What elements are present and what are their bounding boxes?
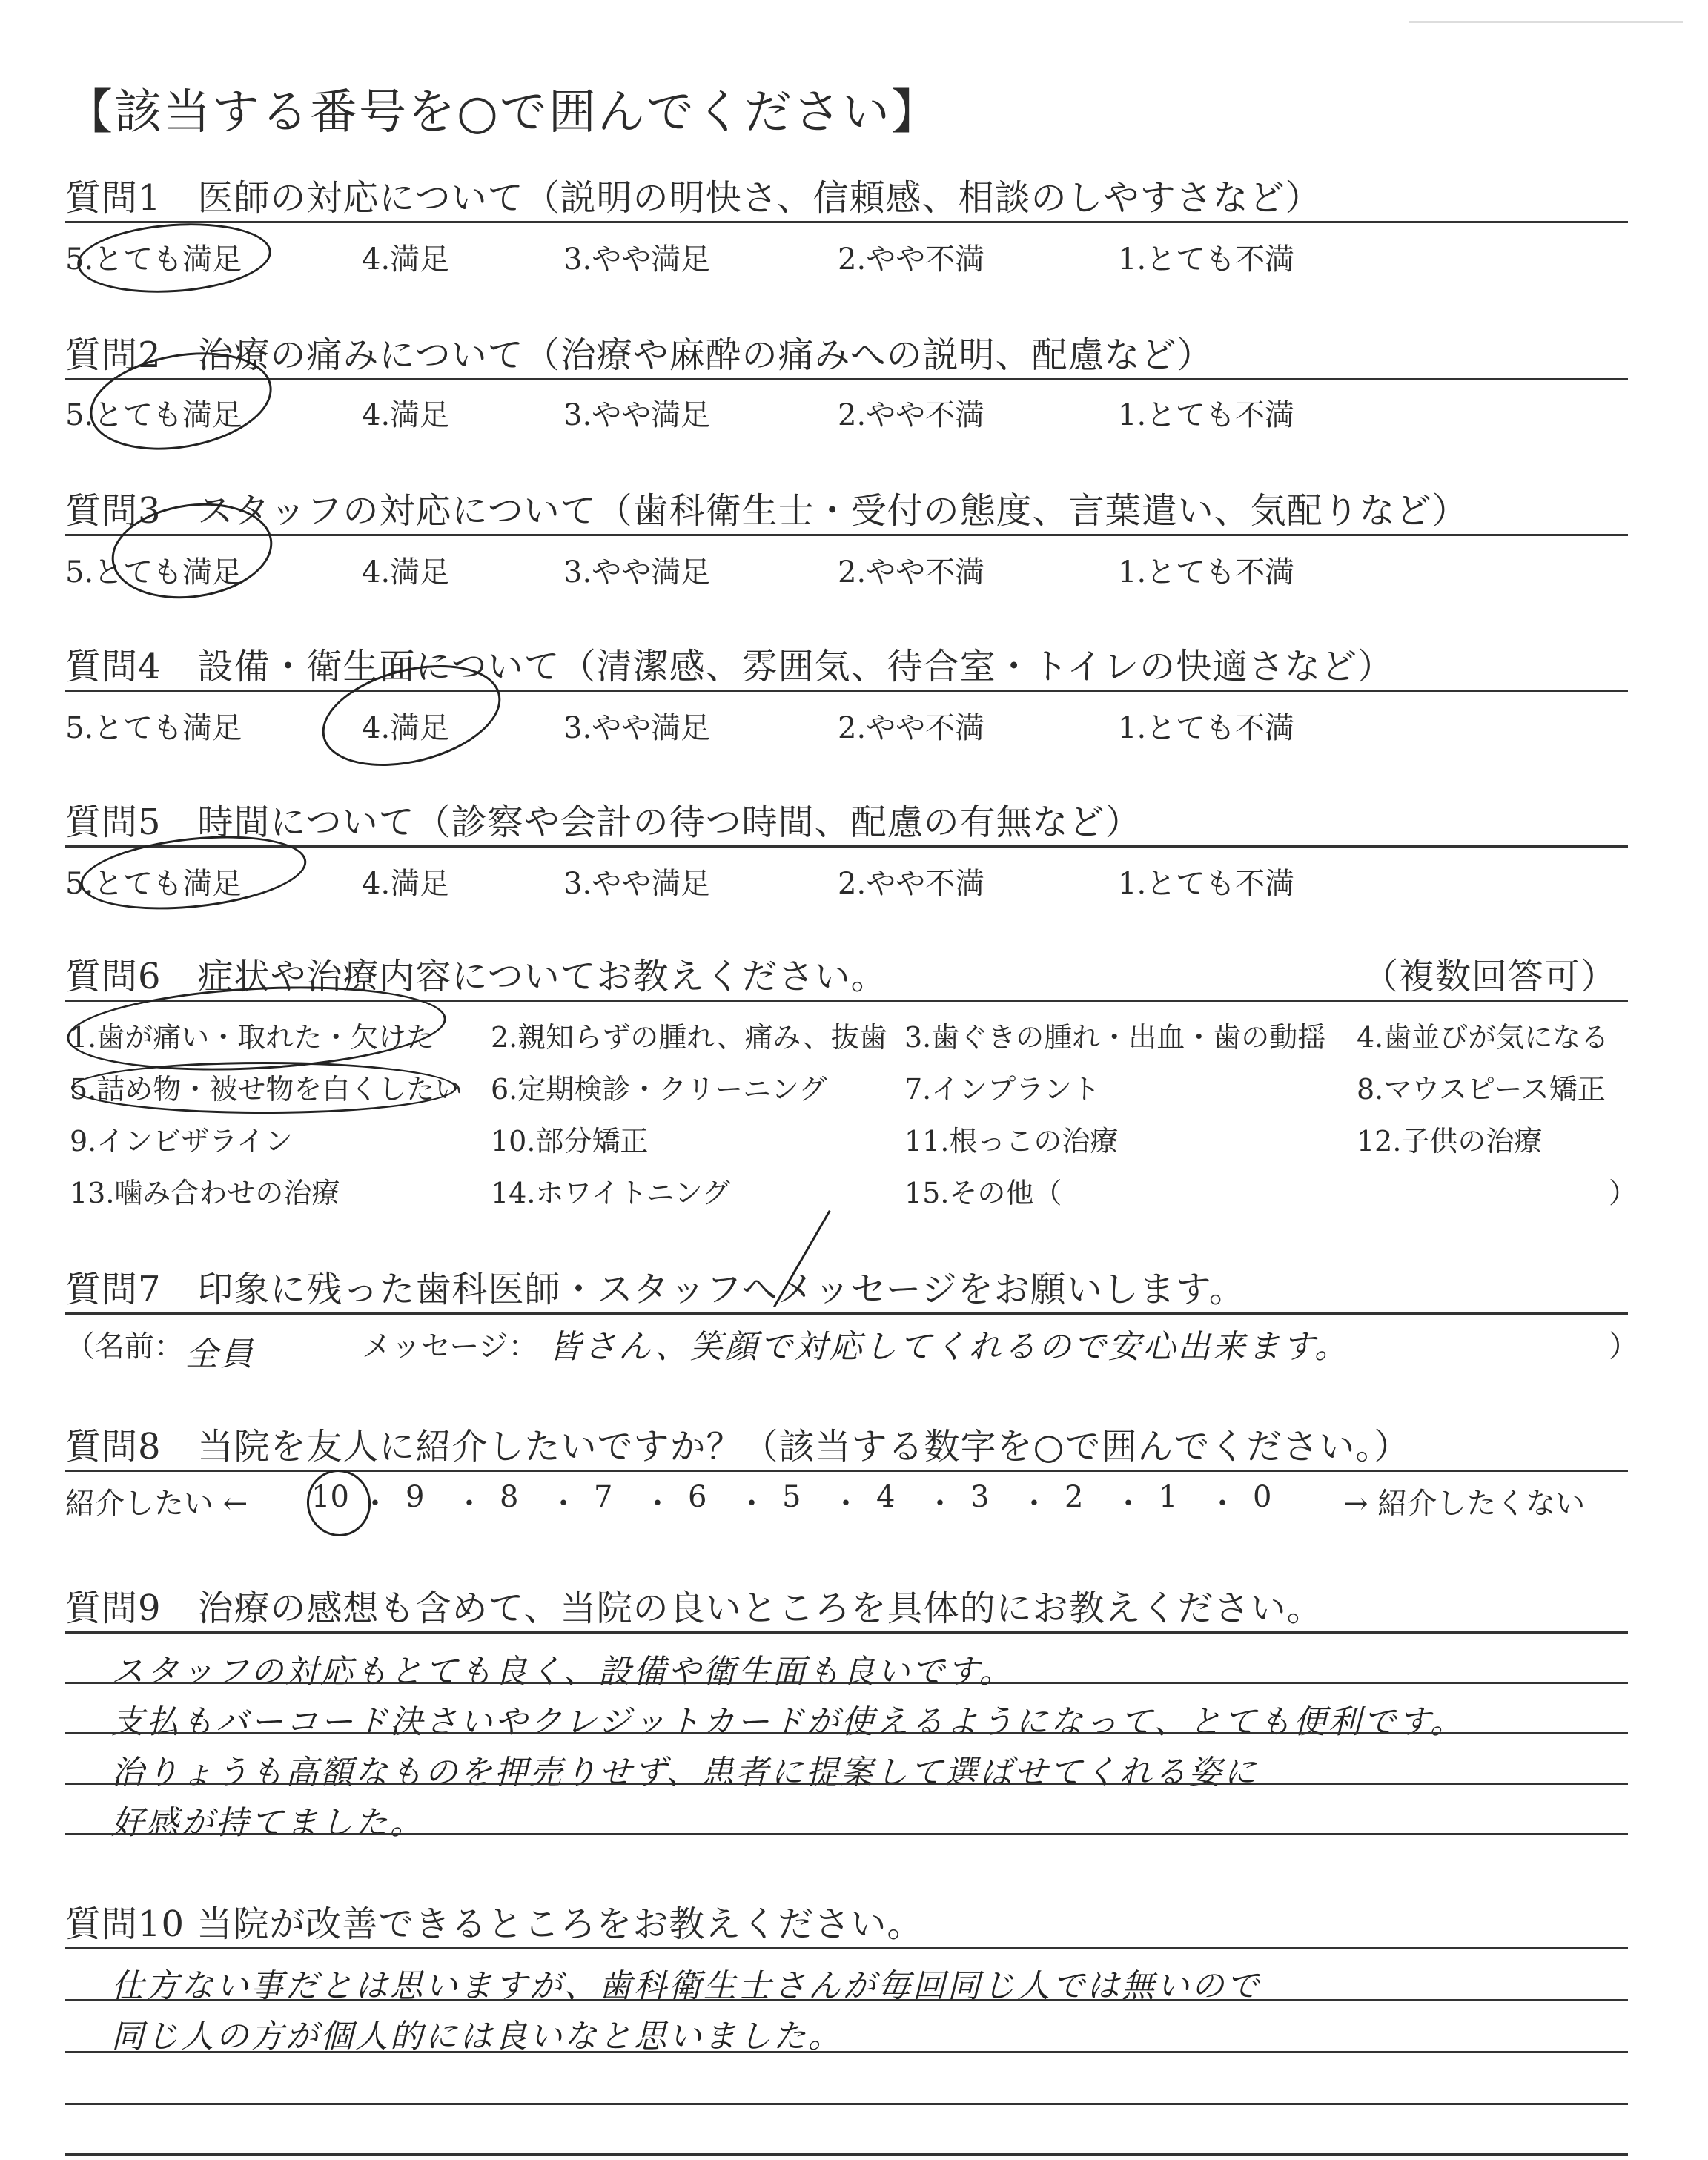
- q5-choice-1[interactable]: 1.とても不満: [1118, 867, 1295, 901]
- q1-choice-2[interactable]: 2.やや不満: [838, 242, 985, 277]
- q5-choice-4[interactable]: 4.満足: [362, 867, 450, 901]
- q7-message-label: メッセージ：: [362, 1330, 538, 1364]
- q2-choice-2[interactable]: 2.やや不満: [838, 398, 985, 432]
- q4-choice-1[interactable]: 1.とても不満: [1118, 711, 1295, 745]
- question-6-note: （複数回答可）: [1363, 956, 1618, 997]
- q9-writing-line-2: [65, 1732, 1628, 1734]
- q6-option-15[interactable]: 15.その他（: [904, 1177, 1062, 1209]
- q6-option-13[interactable]: 13.噛み合わせの治療: [70, 1177, 340, 1209]
- question-2-text: 質問2 治療の痛みについて（治療や麻酔の痛みへの説明、配慮など）: [65, 334, 1214, 376]
- q9-answer-line-4[interactable]: 好感が持てました。: [111, 1804, 425, 1842]
- q6-option-3[interactable]: 3.歯ぐきの腫れ・出血・歯の動揺: [904, 1021, 1326, 1054]
- question-10-text: 質問10 当院が改善できるところをお教えください。: [65, 1903, 924, 1945]
- q10-writing-line-3: [65, 2103, 1628, 2105]
- q7-name-label: （名前：: [65, 1330, 184, 1364]
- q8-scale-7[interactable]: 7: [594, 1480, 613, 1514]
- q4-choice-2[interactable]: 2.やや不満: [838, 711, 985, 745]
- scan-edge-line: [1409, 21, 1683, 23]
- question-5-rule: [65, 845, 1628, 848]
- q8-selection-circle: [302, 1464, 376, 1542]
- q6-option-12[interactable]: 12.子供の治療: [1357, 1125, 1543, 1157]
- question-10-rule: [65, 1947, 1628, 1949]
- q1-choice-5[interactable]: 5.とても満足: [65, 242, 242, 277]
- q8-scale-2[interactable]: 2: [1065, 1480, 1084, 1514]
- q8-scale-10[interactable]: 10: [311, 1480, 349, 1514]
- question-1-text: 質問1 医師の対応について（説明の明快さ、信頼感、相談のしやすさなど）: [65, 177, 1322, 219]
- q6-option-5[interactable]: 5.詰め物・被せ物を白くしたい: [70, 1073, 463, 1106]
- q8-right-label: → 紹介したくない: [1343, 1487, 1586, 1521]
- question-3-text: 質問3 スタッフの対応について（歯科衛生士・受付の態度、言葉遣い、気配りなど）: [65, 490, 1469, 532]
- q6-option-7[interactable]: 7.インプラント: [904, 1073, 1101, 1106]
- question-2-rule: [65, 378, 1628, 380]
- q9-answer-line-3[interactable]: 治りょうも高額なものを押売りせず、患者に提案して選ばせてくれる姿に: [111, 1754, 1259, 1791]
- q6-option-11[interactable]: 11.根っこの治療: [904, 1125, 1119, 1157]
- q6-option-9[interactable]: 9.インビザライン: [70, 1125, 294, 1157]
- q3-choice-5[interactable]: 5.とても満足: [65, 555, 242, 589]
- question-7-text: 質問7 印象に残った歯科医師・スタッフへメッセージをお願いします。: [65, 1269, 1245, 1310]
- q8-scale-separator: ・: [1208, 1487, 1237, 1521]
- q9-writing-line-4: [65, 1833, 1628, 1835]
- q4-choice-5[interactable]: 5.とても満足: [65, 711, 242, 745]
- q8-scale-separator: ・: [925, 1487, 955, 1521]
- q8-scale-4[interactable]: 4: [876, 1480, 896, 1514]
- q10-writing-line-2: [65, 2051, 1628, 2053]
- q7-close-paren: ）: [1609, 1330, 1638, 1364]
- q4-choice-4[interactable]: 4.満足: [362, 711, 450, 745]
- q6-option-14[interactable]: 14.ホワイトニング: [491, 1177, 731, 1209]
- question-4-rule: [65, 690, 1628, 692]
- q8-scale-separator: ・: [549, 1487, 578, 1521]
- q2-choice-4[interactable]: 4.満足: [362, 398, 450, 432]
- q1-selection-circle: [75, 217, 274, 299]
- q8-scale-separator: ・: [1019, 1487, 1049, 1521]
- q5-choice-3[interactable]: 3.やや満足: [563, 867, 711, 901]
- q5-choice-5[interactable]: 5.とても満足: [65, 867, 242, 901]
- question-1-rule: [65, 221, 1628, 223]
- q9-writing-line-3: [65, 1783, 1628, 1785]
- q6-option-6[interactable]: 6.定期検診・クリーニング: [491, 1073, 827, 1106]
- q1-choice-1[interactable]: 1.とても不満: [1118, 242, 1295, 277]
- q7-name-value[interactable]: 全員: [185, 1335, 255, 1373]
- q6-option-8[interactable]: 8.マウスピース矯正: [1357, 1073, 1606, 1106]
- q6-other-close: ）: [1609, 1177, 1638, 1209]
- q8-scale-5[interactable]: 5: [782, 1480, 801, 1514]
- q3-choice-3[interactable]: 3.やや満足: [563, 555, 711, 589]
- q4-choice-3[interactable]: 3.やや満足: [563, 711, 711, 745]
- q2-choice-1[interactable]: 1.とても不満: [1118, 398, 1295, 432]
- q10-answer-line-2[interactable]: 同じ人の方が個人的には良いなと思いました。: [111, 2018, 843, 2055]
- q8-scale-6[interactable]: 6: [688, 1480, 707, 1514]
- q3-choice-2[interactable]: 2.やや不満: [838, 555, 985, 589]
- question-7-rule: [65, 1312, 1628, 1315]
- q8-scale-separator: ・: [1113, 1487, 1143, 1521]
- question-9-text: 質問9 治療の感想も含めて、当院の良いところを具体的にお教えください。: [65, 1588, 1323, 1629]
- question-9-rule: [65, 1631, 1628, 1634]
- q9-answer-line-2[interactable]: 支払もバーコード決さいやクレジットカードが使えるようになって、とても便利です。: [111, 1703, 1466, 1741]
- q3-choice-1[interactable]: 1.とても不満: [1118, 555, 1295, 589]
- q8-scale-9[interactable]: 9: [406, 1480, 425, 1514]
- question-3-rule: [65, 534, 1628, 536]
- q6-selection-circle-5: [71, 1062, 457, 1114]
- q7-message-value[interactable]: 皆さん、笑顔で対応してくれるので安心出来ます。: [549, 1328, 1350, 1366]
- q8-scale-separator: ・: [643, 1487, 672, 1521]
- q8-scale-separator: ・: [737, 1487, 767, 1521]
- q8-scale-0[interactable]: 0: [1253, 1480, 1272, 1514]
- question-8-text: 質問8 当院を友人に紹介したいですか？（該当する数字を○で囲んでください。）: [65, 1426, 1411, 1467]
- q6-option-10[interactable]: 10.部分矯正: [491, 1125, 649, 1157]
- q8-scale-separator: ・: [360, 1487, 390, 1521]
- q2-choice-3[interactable]: 3.やや満足: [563, 398, 711, 432]
- q8-scale-8[interactable]: 8: [500, 1480, 519, 1514]
- q8-left-label: 紹介したい ←: [65, 1487, 248, 1521]
- q8-scale-separator: ・: [831, 1487, 861, 1521]
- q10-answer-line-1[interactable]: 仕方ない事だとは思いますが、歯科衛生士さんが毎回同じ人では無いので: [111, 1967, 1261, 2005]
- question-6-text: 質問6 症状や治療内容についてお教えください。: [65, 956, 887, 997]
- q8-scale-3[interactable]: 3: [970, 1480, 990, 1514]
- q8-scale-separator: ・: [454, 1487, 484, 1521]
- q6-option-4[interactable]: 4.歯並びが気になる: [1357, 1021, 1609, 1054]
- q10-writing-line-1: [65, 1999, 1628, 2001]
- q5-choice-2[interactable]: 2.やや不満: [838, 867, 985, 901]
- q9-writing-line-1: [65, 1682, 1628, 1684]
- q9-answer-line-1[interactable]: スタッフの対応もとても良く、設備や衛生面も良いです。: [111, 1653, 1014, 1691]
- question-8-rule: [65, 1470, 1628, 1472]
- q1-choice-4[interactable]: 4.満足: [362, 242, 450, 277]
- q10-writing-line-4: [65, 2153, 1628, 2156]
- q1-choice-3[interactable]: 3.やや満足: [563, 242, 711, 277]
- question-4-text: 質問4 設備・衛生面について（清潔感、雰囲気、待合室・トイレの快適さなど）: [65, 646, 1394, 687]
- q3-choice-4[interactable]: 4.満足: [362, 555, 450, 589]
- q2-choice-5[interactable]: 5.とても満足: [65, 398, 242, 432]
- page-title: 【該当する番号を○で囲んでください】: [65, 85, 940, 140]
- q6-option-1[interactable]: 1.歯が痛い・取れた・欠けた: [70, 1021, 435, 1054]
- question-5-text: 質問5 時間について（診察や会計の待つ時間、配慮の有無など）: [65, 802, 1142, 843]
- q8-scale: [311, 1480, 1297, 1521]
- q8-scale-1[interactable]: 1: [1159, 1480, 1178, 1514]
- q6-option-2[interactable]: 2.親知らずの腫れ、痛み、抜歯: [491, 1021, 887, 1054]
